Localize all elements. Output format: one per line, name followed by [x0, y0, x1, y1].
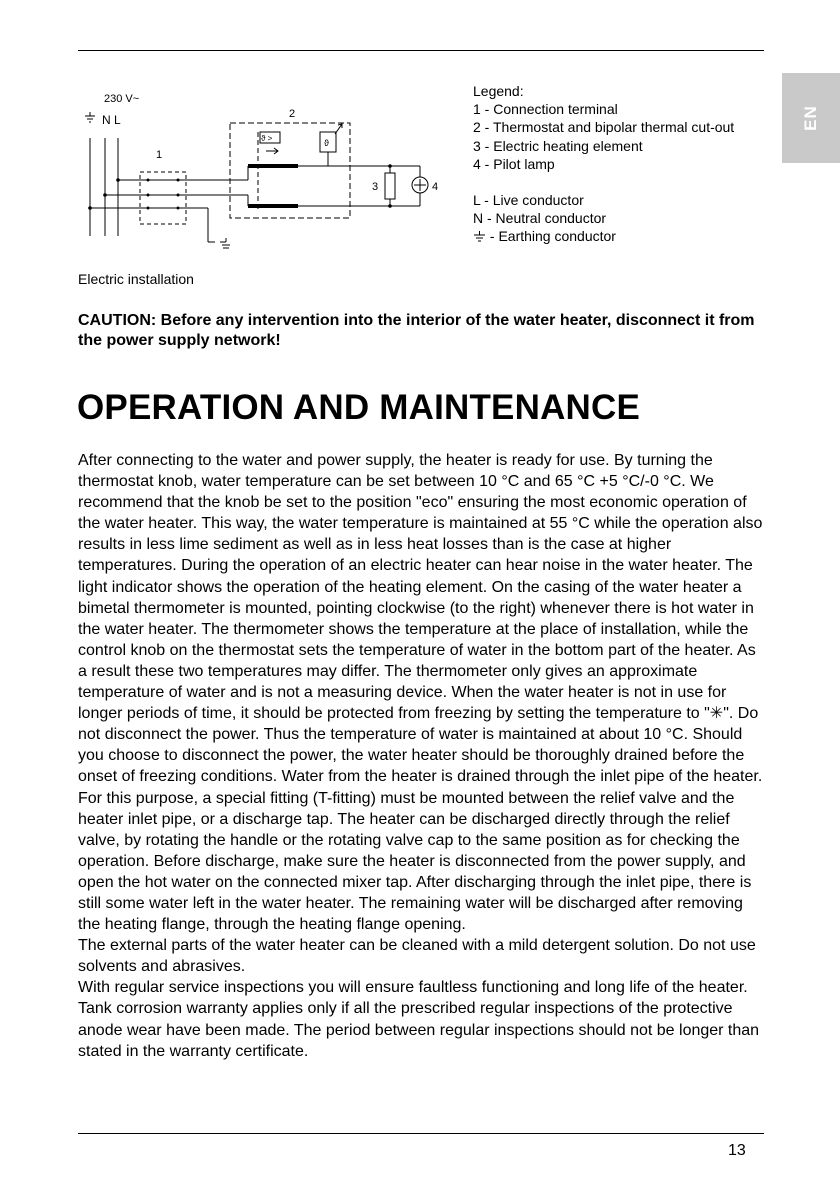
cutout-symbol: ϑ [324, 138, 329, 148]
electric-installation-diagram [80, 88, 460, 263]
label-heating-element: 3 [372, 181, 379, 193]
diagram-legend [473, 82, 773, 246]
figure-caption: Electric installation [78, 271, 194, 287]
caution-notice: CAUTION: Before any intervention into the interior of the water heater, disconnect it from the power supply network! [78, 312, 755, 349]
legend-item: 4 - Pilot lamp [473, 155, 555, 172]
label-pilot-lamp: 4 [432, 181, 439, 193]
label-terminal: 1 [156, 149, 163, 161]
legend-conductor-earth-label: - Earthing conductor [489, 228, 616, 245]
label-thermostat: 2 [289, 108, 296, 120]
legend-item: 3 - Electric heating element [473, 137, 643, 154]
page-number: 13 [728, 1142, 746, 1159]
legend-conductor-neutral: N - Neutral conductor [473, 210, 607, 227]
body-text [78, 450, 768, 1062]
thermostat-symbol: ϑ > [261, 134, 273, 143]
language-tab [782, 73, 840, 163]
legend-conductor-live: L - Live conductor [473, 192, 584, 209]
legend-conductor-earth [473, 227, 773, 245]
top-rule [78, 50, 764, 51]
language-tab-label: EN [801, 105, 820, 131]
legend-item: 2 - Thermostat and bipolar thermal cut-out [473, 119, 735, 136]
bottom-rule [78, 1133, 764, 1134]
paragraph: The external parts of the water heater can be cleaned with a mild detergent solution. Do not use solvents and abrasives. [78, 937, 756, 976]
earth-symbol-top [85, 112, 95, 122]
paragraph: With regular service inspections you will ensure faultless functioning and long life of the heater. Tank corrosion warranty applies only if all the prescribed regular inspections of the protective anode wear have been made. The period between regular inspections should not be longer than stated in the warranty certificate. [78, 979, 760, 1060]
paragraph: After connecting to the water and power supply, the heater is ready for use. By turning the thermostat knob, water temperature can be set between 10 °C and 65 °C +5 °C/-0 °C. We recommend that the knob be set to the position "eco" ensuring the most economic operation of the water heater. This way, the water temperature is maintained at 55 °C while the operation also results in less lime sediment as well as in less heat losses than is the case at higher temperatures. During the operation of an electric heater can hear noise in the water heater. The light indicator shows the operation of the heating element. On the casing of the water heater a bimetal thermometer is mounted, pointing clockwise (to the right) whenever there is hot water in the water heater. The thermometer shows the temperature at the place of installation, while the control knob on the thermostat sets the temperature of water in the bottom part of the heater. As a result these two temperatures may differ. The thermometer only gives an approximate temperature of water and is not a measuring device. When the water heater is not in use for longer periods of time, it should be protected from freezing by setting the temperature to "✳". Do not disconnect the power. Thus the temperature of water is maintained at about 10 °C. Should you choose to disconnect the power, the water heater should be thoroughly drained before the onset of freezing conditions. Water from the heater is drained through the inlet pipe of the heater. For this purpose, a special fitting (T-fitting) must be mounted between the relief valve and the heater inlet pipe, or a discharge tap. The heater can be discharged directly through the relief valve, by rotating the handle or the rotating valve cap to the same position as for checking the operation. Before discharge, make sure the heater is disconnected from the power supply, and open the hot water on the connected mixer tap. After discharging through the inlet pipe, there is still some water left in the water heater. The remaining water will be discharged after removing the heating flange, through the heating flange opening. [78, 452, 763, 934]
voltage-label: 230 V~ [104, 93, 140, 105]
terminal-labels: N L [102, 113, 121, 127]
legend-item: 1 - Connection terminal [473, 101, 618, 118]
earth-icon [473, 230, 486, 243]
section-heading: OPERATION AND MAINTENANCE [77, 388, 641, 427]
legend-title: Legend: [473, 83, 524, 99]
